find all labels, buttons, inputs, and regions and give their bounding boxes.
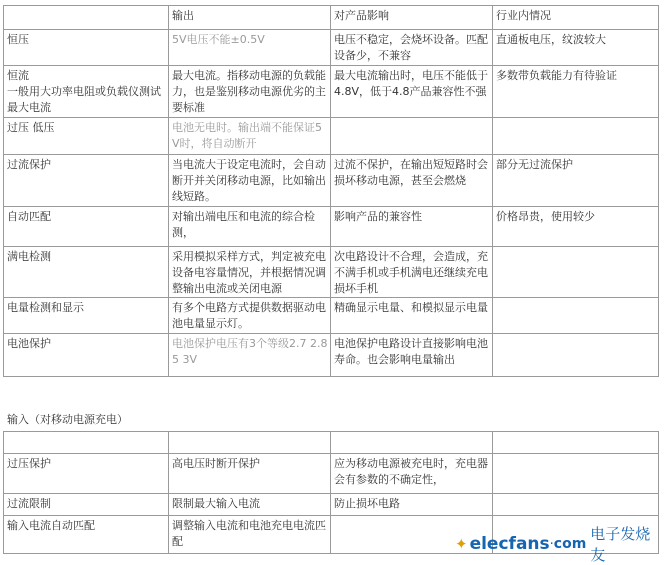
table-header-row bbox=[4, 6, 659, 30]
row-label: 过压保护 bbox=[4, 454, 169, 494]
row-label: 输入电流自动匹配 bbox=[4, 516, 169, 554]
row-label: 电池保护 bbox=[4, 334, 169, 377]
table-cell bbox=[331, 118, 493, 155]
table-row bbox=[4, 247, 659, 298]
table-cell bbox=[493, 334, 659, 377]
table-row bbox=[4, 298, 659, 334]
row-label: 过流限制 bbox=[4, 494, 169, 516]
table-cell: 5V电压不能±0.5V bbox=[169, 30, 331, 66]
table-cell bbox=[493, 118, 659, 155]
logo-tld: com bbox=[553, 536, 587, 552]
table-cell: 过流不保护，在输出短短路时会损坏移动电源，甚至会燃烧 bbox=[331, 155, 493, 207]
table-cell: 最大电流。指移动电源的负载能力，也是鉴别移动电源优劣的主要标准 bbox=[169, 66, 331, 118]
table-cell: 电池无电时。输出端不能保证5V时，将自动断开 bbox=[169, 118, 331, 155]
column-header: 对产品影响 bbox=[331, 6, 493, 30]
table-row bbox=[4, 334, 659, 377]
table-cell: 最大电流输出时，电压不能低于4.8V，低于4.8产品兼容性不强 bbox=[331, 66, 493, 118]
table-cell: 电池保护电路设计直接影响电池寿命。也会影响电量输出 bbox=[331, 334, 493, 377]
row-label: 恒流 一般用大功率电阻或负载仪测试最大电流 bbox=[4, 66, 169, 118]
table-cell: 采用模拟采样方式，判定被充电设备电容量情况，并根据情况调整输出电流或关闭电源 bbox=[169, 247, 331, 298]
logo-cn-text: 电子发烧友 bbox=[590, 525, 651, 564]
table-cell: 有多个电路方式提供数据驱动电池电量显示灯。 bbox=[169, 298, 331, 334]
row-label: 恒压 bbox=[4, 30, 169, 66]
row-label: 自动匹配 bbox=[4, 207, 169, 247]
table-cell bbox=[493, 494, 659, 516]
table-cell: 价格昂贵，使用较少 bbox=[493, 207, 659, 247]
row-label bbox=[4, 432, 169, 454]
table-row bbox=[4, 454, 659, 494]
row-label: 过压 低压 bbox=[4, 118, 169, 155]
table-cell: 当电流大于设定电流时，会自动断开并关闭移动电源，比如输出线短路。 bbox=[169, 155, 331, 207]
table-row bbox=[4, 66, 659, 118]
table-cell: 精确显示电量、和模拟显示电量 bbox=[331, 298, 493, 334]
table-cell: 高电压时断开保护 bbox=[169, 454, 331, 494]
table-cell: 应为移动电源被充电时，充电器会有参数的不确定性， bbox=[331, 454, 493, 494]
table-cell bbox=[493, 247, 659, 298]
table-row bbox=[4, 207, 659, 247]
table-cell: 影响产品的兼容性 bbox=[331, 207, 493, 247]
table-cell bbox=[493, 454, 659, 494]
table-cell: 对输出端电压和电流的综合检测， bbox=[169, 207, 331, 247]
logo-mark-icon: ✦ bbox=[455, 535, 468, 553]
row-label: 过流保护 bbox=[4, 155, 169, 207]
table-cell: 电池保护电压有3个等级2.7 2.85 3V bbox=[169, 334, 331, 377]
table-row bbox=[4, 118, 659, 155]
output-spec-table bbox=[3, 5, 659, 377]
table-row bbox=[4, 494, 659, 516]
table-cell: 直通板电压，纹波较大 bbox=[493, 30, 659, 66]
table-cell bbox=[331, 432, 493, 454]
table-cell: 调整输入电流和电池充电电流匹配 bbox=[169, 516, 331, 554]
table-cell: 限制最大输入电流 bbox=[169, 494, 331, 516]
table-cell bbox=[169, 432, 331, 454]
table-cell: 多数带负载能力有待验证 bbox=[493, 66, 659, 118]
table-cell: 电压不稳定，会烧坏设备。匹配设备少，不兼容 bbox=[331, 30, 493, 66]
table-cell: 次电路设计不合理，会造成，充不满手机或手机满电还继续充电损坏手机 bbox=[331, 247, 493, 298]
table-cell: 部分无过流保护 bbox=[493, 155, 659, 207]
logo-brand: elecfans bbox=[469, 534, 550, 554]
column-header: 行业内情况 bbox=[493, 6, 659, 30]
input-section-title: 输入（对移动电源充电） bbox=[7, 413, 128, 426]
table-row bbox=[4, 432, 659, 454]
elecfans-logo bbox=[455, 525, 665, 564]
column-header: 输出 bbox=[169, 6, 331, 30]
table-cell bbox=[493, 298, 659, 334]
row-label: 电量检测和显示 bbox=[4, 298, 169, 334]
table-cell bbox=[493, 432, 659, 454]
column-header bbox=[4, 6, 169, 30]
logo-dot: · bbox=[549, 536, 554, 552]
table-row bbox=[4, 30, 659, 66]
table-row bbox=[4, 155, 659, 207]
table-cell: 防止损坏电路 bbox=[331, 494, 493, 516]
row-label: 满电检测 bbox=[4, 247, 169, 298]
